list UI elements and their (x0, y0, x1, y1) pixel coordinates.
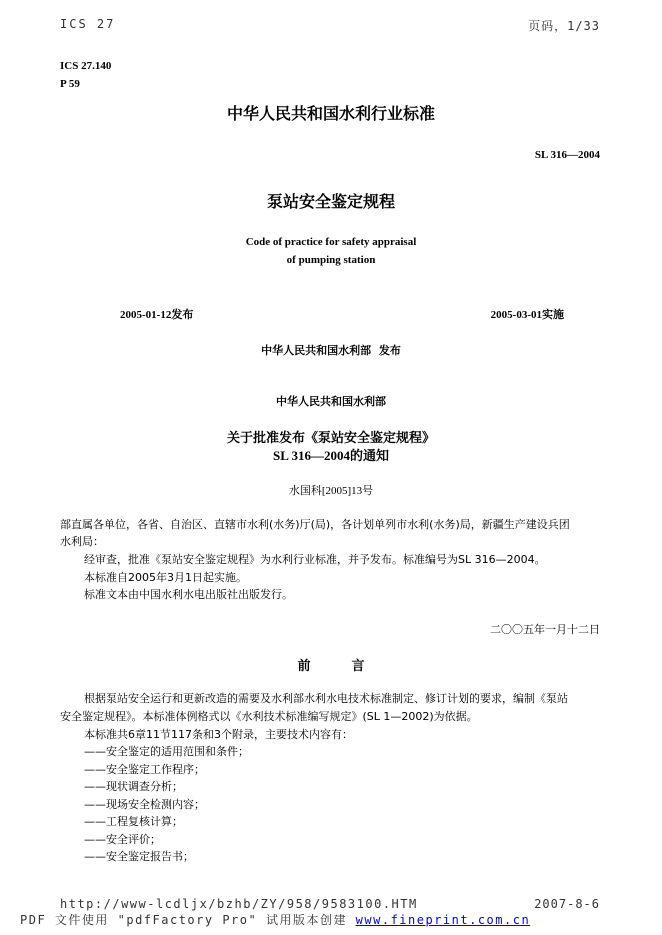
watermark-text: PDF 文件使用 "pdfFactory Pro" 试用版本创建 (20, 913, 356, 927)
implement-date: 2005-03-01实施 (490, 309, 564, 321)
notice-paragraph: 标准文本由中国水利水电出版社出版发行。 (84, 588, 293, 601)
preface-list-item: ——现状调查分析； (84, 780, 183, 793)
notice-doc-number: 水国科[2005]13号 (288, 485, 374, 497)
notice-paragraph: 本标准自2005年3月1日起实施。 (84, 571, 247, 584)
standard-number: SL 316—2004 (534, 149, 600, 161)
watermark-link[interactable]: www.fineprint.com.cn (355, 913, 531, 927)
preface-list-item: ——安全鉴定报告书； (84, 850, 194, 863)
pdf-watermark (20, 911, 530, 928)
standard-category-title: 中华人民共和国水利行业标准 (226, 104, 435, 123)
preface-list-item: ——安全评价； (84, 833, 161, 846)
preface-list-item: ——现场安全检测内容； (84, 798, 205, 811)
preface-paragraph: 根据泵站安全运行和更新改造的需要及水利部水利水电技术标准制定、修订计划的要求，编制《泵站 (84, 692, 568, 705)
document-title: 泵站安全鉴定规程 (266, 192, 395, 211)
notice-ministry: 中华人民共和国水利部 (276, 395, 386, 408)
preface-title: 前 言 (297, 659, 379, 674)
preface-paragraph: 本标准共6章11节117条和3个附录，主要技术内容有： (84, 728, 353, 741)
ics-code: ICS 27.140 (60, 60, 112, 72)
p-code: P 59 (60, 78, 80, 90)
page-header-left: ICS 27 (60, 17, 116, 31)
preface-list-item: ——工程复核计算； (84, 815, 183, 828)
footer-date: 2007-8-6 (534, 897, 600, 911)
english-title-line2: of pumping station (286, 254, 376, 266)
preface-paragraph: 安全鉴定规程》。本标准体例格式以《水利技术标准编写规定》(SL 1—2002)为依据。 (60, 710, 478, 723)
publisher: 中华人民共和国水利部 发布 (261, 344, 401, 357)
footer-url: http://www-lcdljx/bzhb/ZY/958/9583100.HTM (60, 897, 418, 911)
notice-title-line1: 关于批准发布《泵站安全鉴定规程》 (226, 431, 435, 446)
notice-paragraph: 经审查，批准《泵站安全鉴定规程》为水利行业标准，并予发布。标准编号为SL 316—2004。 (84, 553, 546, 566)
notice-paragraph: 水利局： (60, 535, 104, 548)
preface-list-item: ——安全鉴定工作程序； (84, 763, 205, 776)
publish-date: 2005-01-12发布 (120, 309, 194, 321)
notice-title-line2: SL 316—2004的通知 (273, 448, 389, 463)
english-title-line1: Code of practice for safety appraisal (245, 236, 417, 248)
notice-date: 二〇〇五年一月十二日 (490, 623, 600, 636)
notice-paragraph: 部直属各单位，各省、自治区、直辖市水利(水务)厅(局)，各计划单列市水利(水务)局，新疆生产建设兵团 (60, 518, 570, 531)
page-number: 页码，1/33 (528, 19, 600, 33)
preface-list-item: ——安全鉴定的适用范围和条件； (84, 745, 249, 758)
